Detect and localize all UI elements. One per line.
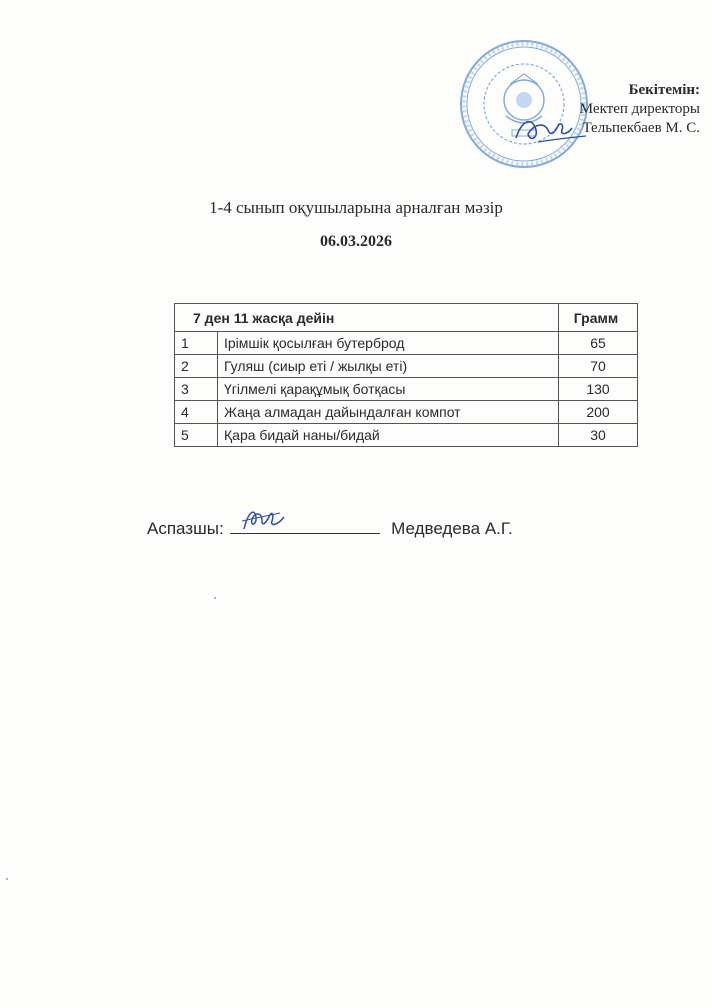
- dish-grams: 70: [559, 355, 638, 378]
- menu-table: [174, 303, 638, 447]
- table-row: [175, 378, 638, 401]
- row-number: 2: [175, 355, 218, 378]
- director-signature: [510, 108, 590, 148]
- cook-signature: [240, 503, 290, 533]
- dish-grams: 130: [559, 378, 638, 401]
- dish-name: Қара бидай наны/бидай: [218, 424, 559, 447]
- dish-name: Гуляш (сиыр еті / жылқы еті): [218, 355, 559, 378]
- approval-block: [580, 81, 700, 138]
- cook-name: Медведева А.Г.: [391, 519, 513, 538]
- row-number: 3: [175, 378, 218, 401]
- row-number: 1: [175, 332, 218, 355]
- row-number: 4: [175, 401, 218, 424]
- table-row: [175, 332, 638, 355]
- menu-title: 1-4 сынып оқушыларына арналған мәзір: [209, 198, 503, 217]
- approved-label: Бекітемін:: [628, 82, 700, 98]
- dish-grams: 30: [559, 424, 638, 447]
- grams-header: Грамм: [559, 304, 638, 332]
- table-row: [175, 401, 638, 424]
- director-position: Мектеп директоры: [579, 101, 700, 117]
- table-row: [175, 355, 638, 378]
- dish-name: Ірімшік қосылған бутерброд: [218, 332, 559, 355]
- cook-label: Аспазшы:: [147, 519, 224, 538]
- dish-grams: 65: [559, 332, 638, 355]
- dish-name: Жаңа алмадан дайындалған компот: [218, 401, 559, 424]
- director-name: Тельпекбаев М. С.: [582, 120, 700, 136]
- scan-speck: [6, 878, 8, 880]
- menu-date: 06.03.2026: [320, 233, 392, 250]
- table-row: [175, 424, 638, 447]
- dish-grams: 200: [559, 401, 638, 424]
- dish-name: Үгілмелі қарақұмық ботқасы: [218, 378, 559, 401]
- row-number: 5: [175, 424, 218, 447]
- scan-speck: [214, 597, 216, 599]
- signature-blank: [230, 517, 380, 534]
- table-header-row: [175, 304, 638, 332]
- official-seal-stamp: [458, 38, 590, 170]
- cook-signature-line: [147, 517, 513, 539]
- age-group-header: 7 ден 11 жасқа дейін: [175, 304, 559, 332]
